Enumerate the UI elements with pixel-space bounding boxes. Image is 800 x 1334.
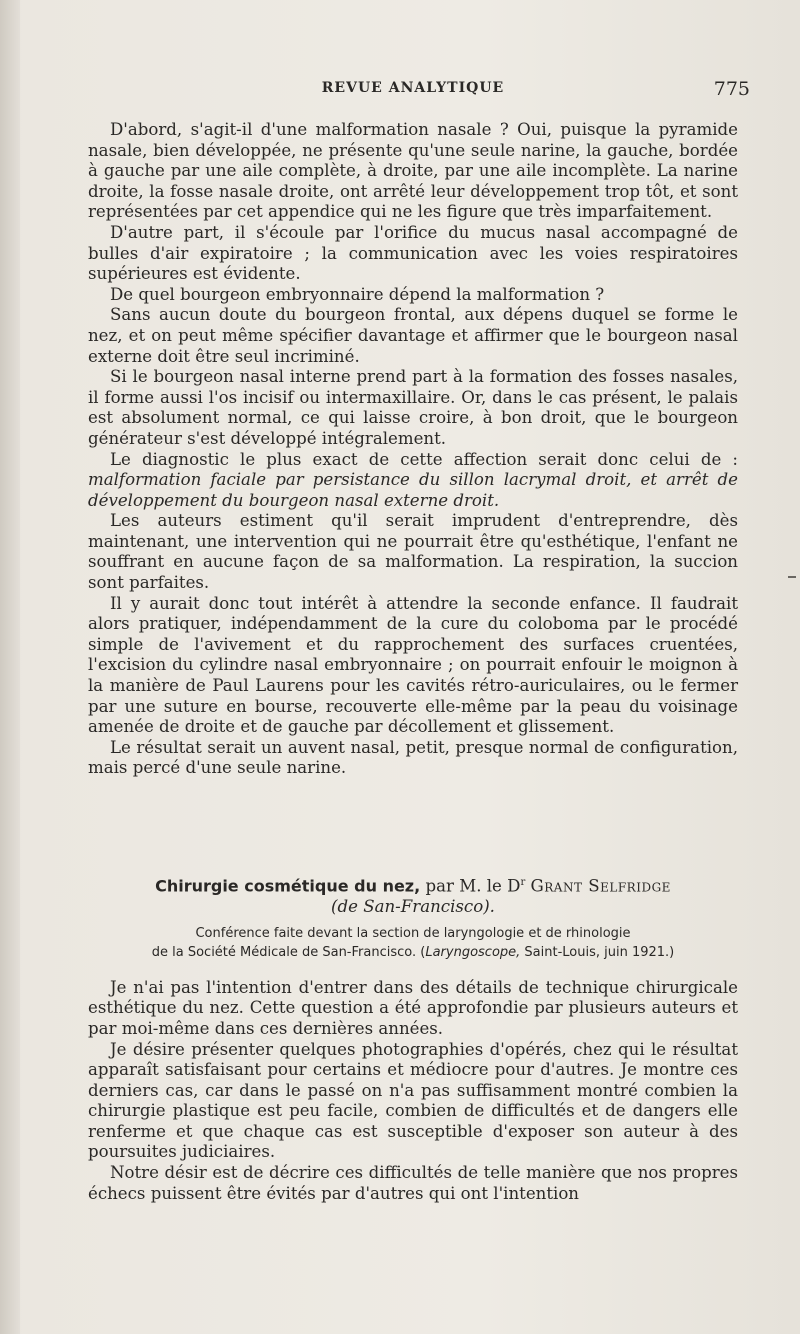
paragraph: Notre désir est de décrire ces difficultés de telle manière que nos propres échecs puissent être évités par d'autres qui ont l'intention — [88, 1163, 738, 1203]
section-body — [88, 978, 738, 1205]
margin-mark — [788, 576, 796, 578]
section-title-sup: r — [520, 877, 526, 888]
paragraph: Si le bourgeon nasal interne prend part à la formation des fosses nasales, il forme aussi l'os incisif ou intermaxillaire. Or, dans le cas présent, le palais est absolument normal, ce qui laisse croire, à bon droit, que le bourgeon générateur s'est développé intégralement. — [88, 367, 738, 448]
paragraph-diagnosis — [88, 450, 738, 512]
diagnosis-lead: Le diagnostic le plus exact de cette affection serait donc celui de : — [110, 449, 738, 469]
conference-line-1: Conférence faite devant la section de laryngologie et de rhinologie — [195, 925, 631, 941]
article-body — [88, 120, 738, 779]
running-title: REVUE ANALYTIQUE — [321, 80, 505, 96]
conference-line-2a: de la Société Médicale de San-Francisco. ( — [151, 944, 426, 960]
paragraph: Il y aurait donc tout intérêt à attendre la seconde enfance. Il faudrait alors pratiquer, indépendamment de la cure du coloboma par le procédé simple de l'avivement et du rapprochement des surfaces cruentées, l'excision du cylindre nasal embryonnaire ; on pourrait enfouir le moignon à la manière de Paul Laurens pour les cavités rétro-auriculaires, ou le fermer par une suture en bourse, recouverte elle-même par la peau du voisinage amenée de droite et de gauche par décollement et glissement. — [88, 593, 738, 737]
page-header — [88, 78, 750, 104]
conference-note — [88, 924, 738, 962]
page-spine-shadow — [0, 0, 20, 1334]
paragraph: De quel bourgeon embryonnaire dépend la malformation ? — [110, 284, 605, 304]
paragraph: D'abord, s'agit-il d'une malformation nasale ? Oui, puisque la pyramide nasale, bien développée, ne présente qu'une seule narine, la gauche, bordée à gauche par une aile complète, à droite, par une aile incomplète. La narine droite, la fosse nasale droite, ont arrêté leur développement trop tôt, et sont représentées par cet appendice qui ne les figure que très imparfaitement. — [88, 120, 738, 222]
section-title — [88, 873, 738, 897]
conference-journal: Laryngoscope, — [425, 944, 521, 960]
conference-line-2b: Saint-Louis, juin 1921.) — [520, 944, 675, 960]
section-author: Grant Selfridge — [530, 876, 671, 896]
paragraph: Je n'ai pas l'intention d'entrer dans des détails de technique chirurgicale esthétique du nez. Cette question a été approfondie par plusieurs auteurs et par moi-même dans ces dernières années. — [88, 977, 738, 1038]
diagnosis-italic: malformation faciale par persistance du sillon lacrymal droit, et arrêt de développement du bourgeon nasal externe droit. — [88, 470, 738, 510]
paragraph: Je désire présenter quelques photographies d'opérés, chez qui le résultat apparaît satisfaisant pour certains et médiocre pour d'autres. Je montre ces derniers cas, car dans le passé on n'a pas suffisamment montré combien la chirurgie plastique est peu facile, combien de difficultés et de dangers elle renferme et que chaque cas est susceptible d'exposer son auteur à des poursuites judiciaires. — [88, 1039, 738, 1162]
section-origin: (de San-Francisco). — [331, 897, 495, 917]
article-section — [88, 873, 738, 1204]
section-title-bold: Chirurgie cosmétique du nez, — [155, 876, 421, 896]
page-number: 775 — [713, 78, 750, 100]
paragraph: D'autre part, il s'écoule par l'orifice du mucus nasal accompagné de bulles d'air expiratoire ; la communication avec les voies respiratoires supérieures est évidente. — [88, 222, 738, 284]
paragraph: Sans aucun doute du bourgeon frontal, aux dépens duquel se forme le nez, et on peut même spécifier davantage et affirmer que le bourgeon nasal externe doit être seul incriminé. — [88, 305, 738, 366]
paragraph: Le résultat serait un auvent nasal, petit, presque normal de configuration, mais percé d'une seule narine. — [88, 737, 738, 778]
section-title-by: par M. le D — [425, 876, 521, 896]
paragraph: Les auteurs estiment qu'il serait imprudent d'entreprendre, dès maintenant, une intervention qui ne pourrait être qu'esthétique, l'enfant ne souffrant en aucune façon de sa malformation. La respiration, la succion sont parfaites. — [88, 511, 738, 593]
